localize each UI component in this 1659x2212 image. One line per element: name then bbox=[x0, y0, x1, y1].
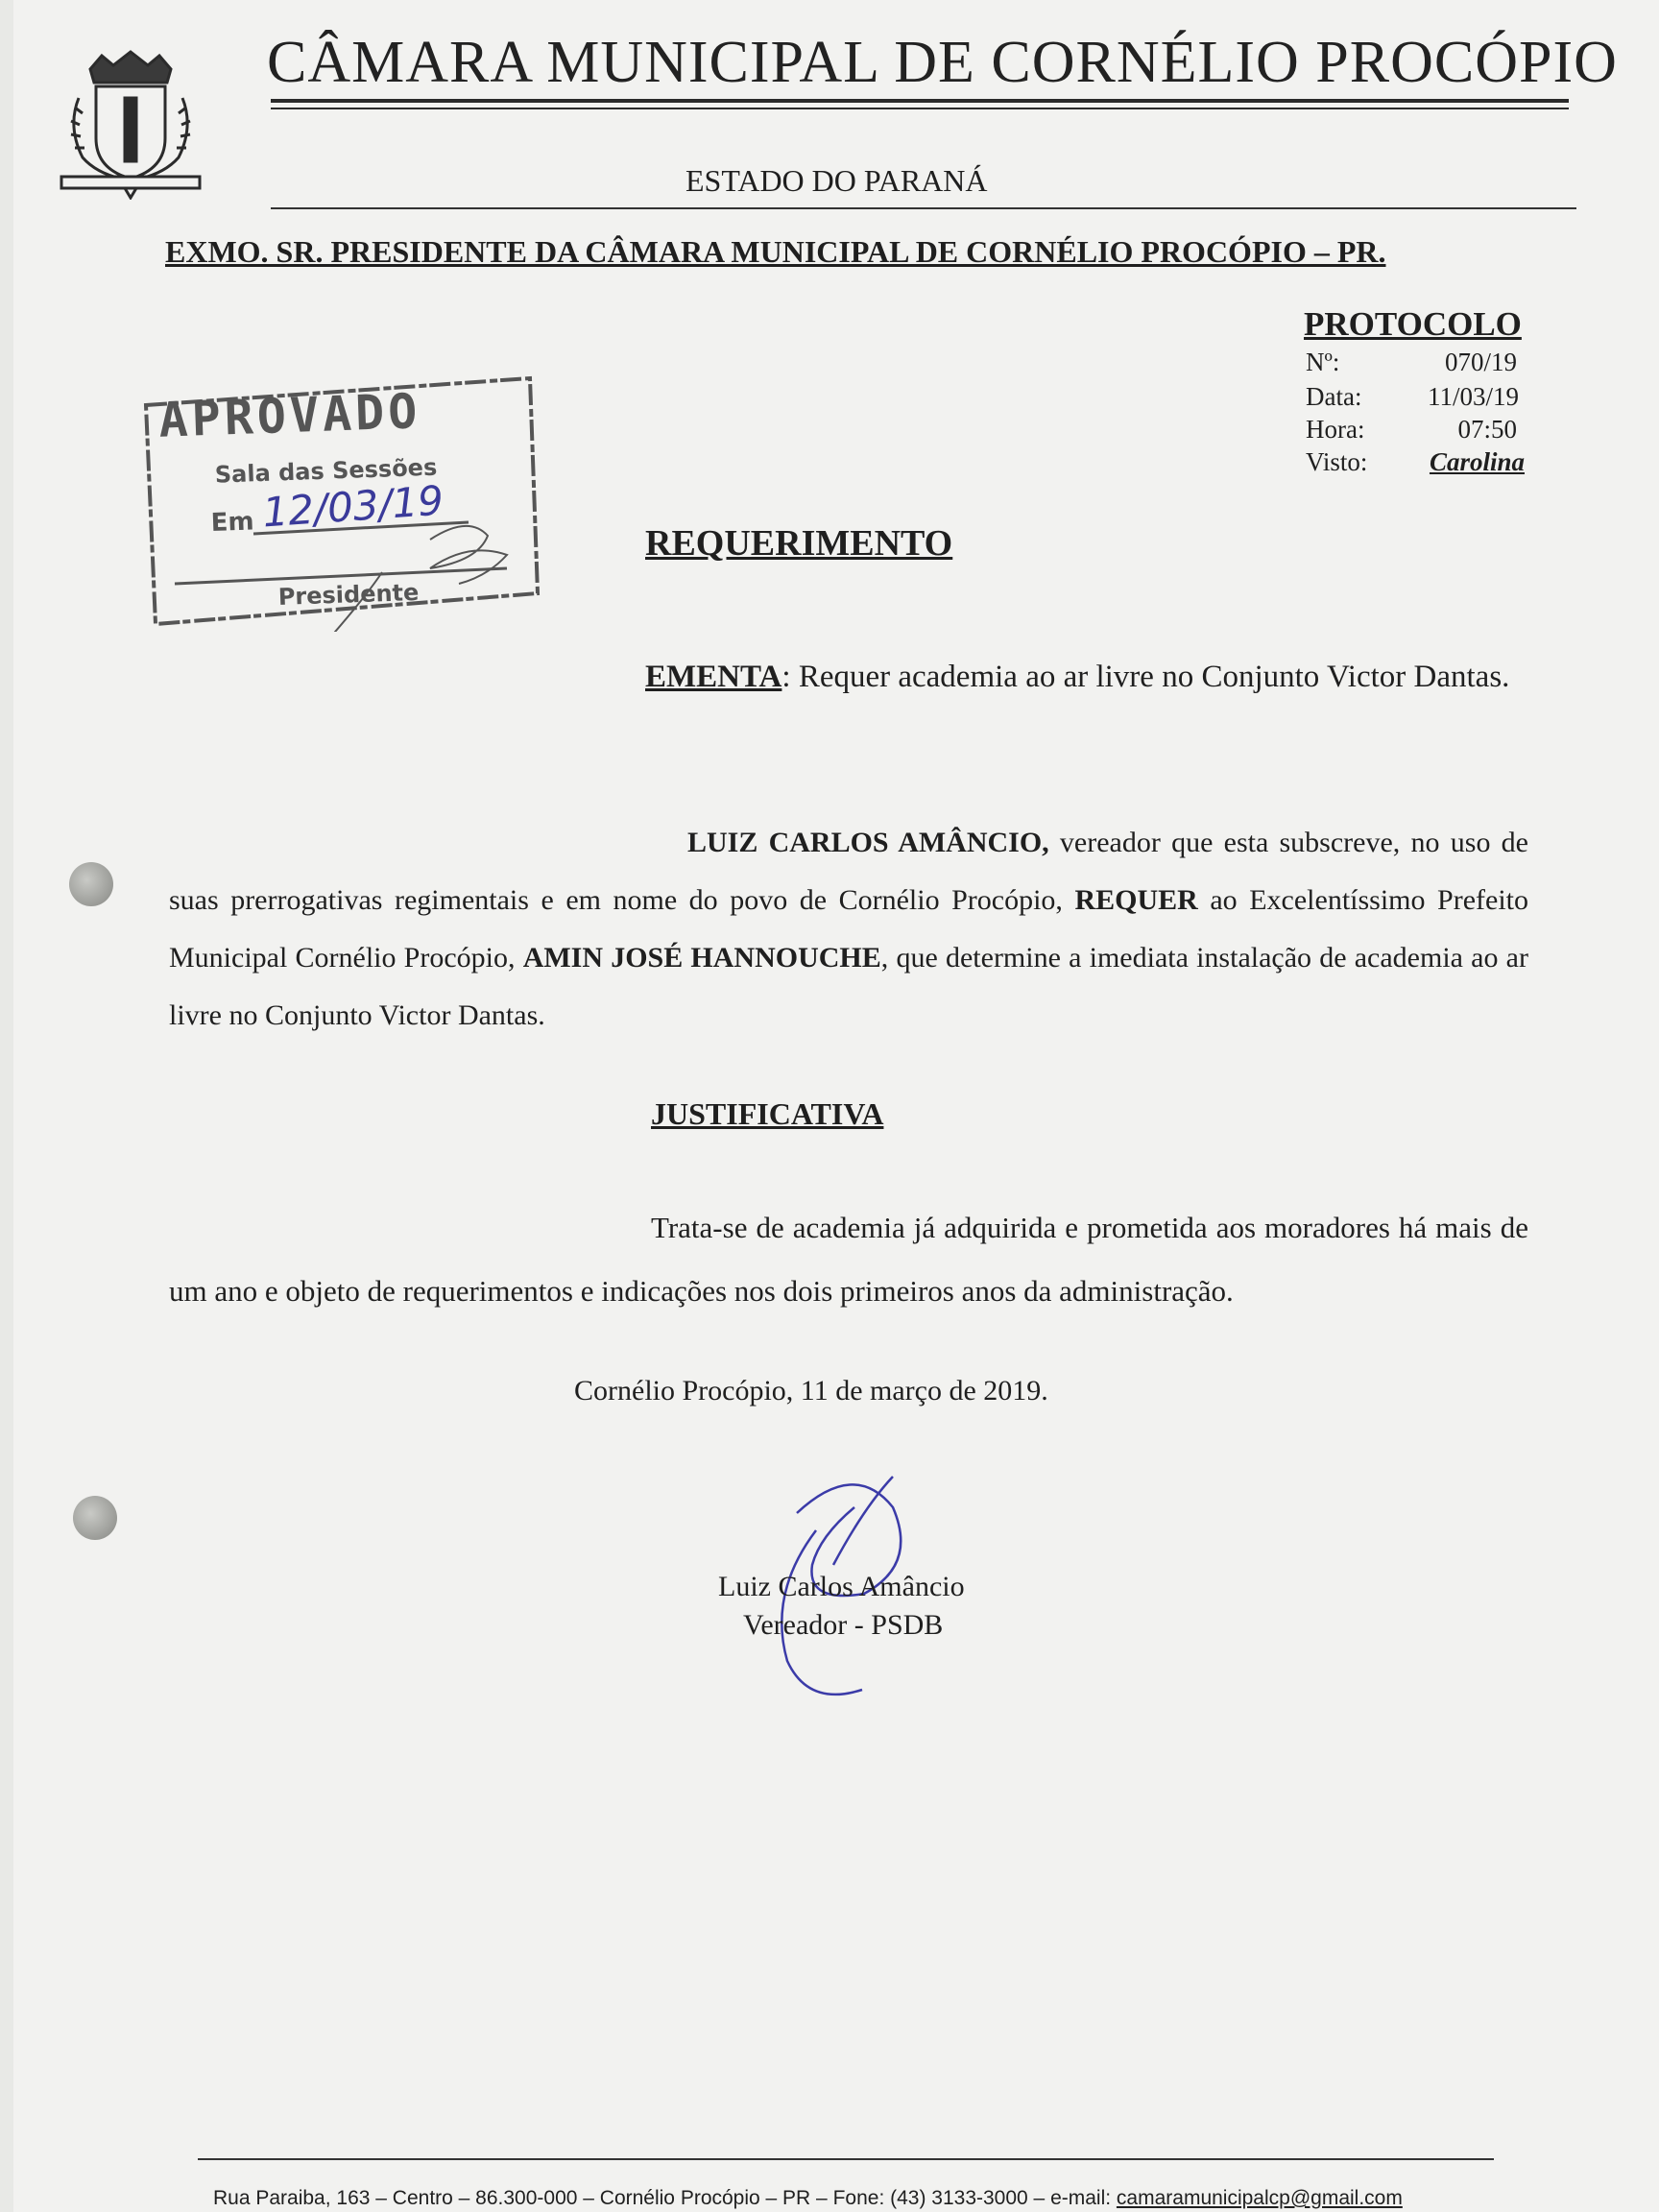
place-date: Cornélio Procópio, 11 de março de 2019. bbox=[574, 1375, 1048, 1407]
title-divider bbox=[271, 99, 1569, 103]
protocol-time-label: Hora: bbox=[1306, 415, 1365, 444]
signer-name: Luiz Carlos Amâncio bbox=[718, 1571, 965, 1602]
protocol-date-label: Data: bbox=[1306, 382, 1362, 411]
ementa-label: EMENTA bbox=[645, 660, 782, 694]
punch-hole bbox=[69, 862, 113, 906]
footer-email-link[interactable]: camaramunicipalcp@gmail.com bbox=[1116, 2187, 1403, 2209]
stamp-title: APROVADO bbox=[157, 383, 422, 448]
stamp-handwritten-date: 12/03/19 bbox=[260, 476, 445, 537]
municipal-crest-icon bbox=[54, 50, 207, 200]
protocol-number-value: 070/19 bbox=[1444, 348, 1517, 376]
justificativa-text: Trata-se de academia já adquirida e prometida aos moradores há mais de um ano e objeto de requerimentos e indicações nos dois primeiros anos da administração. bbox=[169, 1211, 1528, 1308]
stamp-line1: Sala das Sessões bbox=[214, 453, 438, 489]
ementa-text: : Requer academia ao ar livre no Conjunto Victor Dantas. bbox=[781, 660, 1510, 694]
author-name: LUIZ CARLOS AMÂNCIO, bbox=[687, 827, 1049, 858]
request-text-c: , que determine a imediata instalação de academia ao ar livre no Conjunto Victor Dantas. bbox=[169, 942, 1528, 1031]
protocol-date-value: 11/03/19 bbox=[1427, 382, 1519, 411]
addressee-line: EXMO. SR. PRESIDENTE DA CÂMARA MUNICIPAL DE CORNÉLIO PROCÓPIO – PR. bbox=[165, 234, 1386, 269]
request-text-a: vereador que esta subscreve, no uso de suas prerrogativas regimentais e em nome do povo de Cornélio Procópio, bbox=[169, 827, 1528, 916]
request-paragraph bbox=[169, 814, 1528, 1045]
request-text-b: ao Excelentíssimo Prefeito Municipal Cornélio Procópio, bbox=[169, 884, 1528, 974]
ementa-paragraph bbox=[645, 645, 1528, 709]
footer-divider bbox=[198, 2158, 1494, 2160]
justificativa-heading: JUSTIFICATIVA bbox=[651, 1096, 884, 1131]
signer-role: Vereador - PSDB bbox=[743, 1609, 944, 1641]
protocol-number-label: Nº: bbox=[1306, 348, 1340, 376]
protocol-time-value: 07:50 bbox=[1457, 415, 1517, 444]
state-subtitle: ESTADO DO PARANÁ bbox=[685, 163, 988, 198]
justificativa-paragraph bbox=[169, 1196, 1528, 1323]
page-title: CÂMARA MUNICIPAL DE CORNÉLIO PROCÓPIO bbox=[267, 30, 1618, 95]
protocol-visto-label: Visto: bbox=[1306, 447, 1368, 476]
footer-address-text: Rua Paraiba, 163 – Centro – 86.300-000 – Cornélio Procópio – PR – Fone: (43) 3133-3000 – e-mail: bbox=[213, 2187, 1117, 2209]
prefeito-name: AMIN JOSÉ HANNOUCHE bbox=[522, 942, 881, 974]
stamp-footer: Presidente bbox=[277, 578, 420, 612]
protocol-visto-value: Carolina bbox=[1429, 447, 1525, 476]
header-divider bbox=[271, 207, 1576, 209]
approval-stamp bbox=[142, 371, 555, 632]
footer-address bbox=[213, 2187, 1403, 2210]
title-divider-thin bbox=[271, 108, 1569, 109]
punch-hole bbox=[73, 1496, 117, 1540]
requerimento-heading: REQUERIMENTO bbox=[645, 523, 953, 564]
requer-keyword: REQUER bbox=[1074, 884, 1198, 916]
protocol-heading: PROTOCOLO bbox=[1304, 305, 1522, 343]
stamp-em-label: Em bbox=[210, 507, 255, 538]
